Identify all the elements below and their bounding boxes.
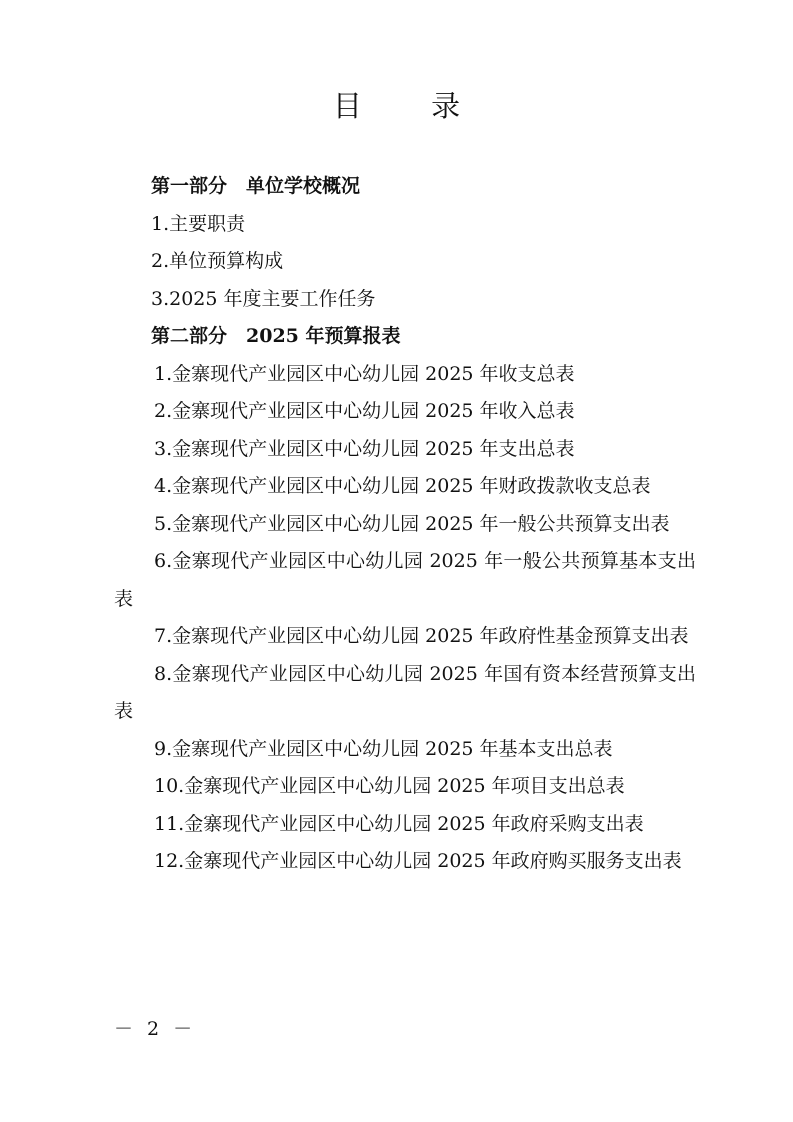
toc-section-heading-1: 第一部分 单位学校概况 bbox=[151, 175, 361, 197]
toc-item: 8.金寨现代产业园区中心幼儿园 2025 年国有资本经营预算支出表 bbox=[114, 662, 696, 722]
toc-item: 3.2025 年度主要工作任务 bbox=[151, 287, 376, 310]
toc-item: 7.金寨现代产业园区中心幼儿园 2025 年政府性基金预算支出表 bbox=[154, 625, 689, 647]
page-title: 目 录 bbox=[332, 89, 491, 123]
toc-section-heading-2: 第二部分 2025 年预算报表 bbox=[151, 325, 401, 347]
page-number: － 2 － bbox=[114, 1018, 197, 1040]
toc-item: 12.金寨现代产业园区中心幼儿园 2025 年政府购买服务支出表 bbox=[154, 850, 682, 872]
toc-item: 1.主要职责 bbox=[151, 212, 246, 235]
toc-item: 2.金寨现代产业园区中心幼儿园 2025 年收入总表 bbox=[154, 400, 575, 422]
toc-item: 1.金寨现代产业园区中心幼儿园 2025 年收支总表 bbox=[154, 362, 575, 385]
toc-item: 2.单位预算构成 bbox=[151, 250, 284, 272]
toc-item: 3.金寨现代产业园区中心幼儿园 2025 年支出总表 bbox=[154, 437, 575, 460]
toc-item: 11.金寨现代产业园区中心幼儿园 2025 年政府采购支出表 bbox=[154, 812, 644, 835]
toc-item: 10.金寨现代产业园区中心幼儿园 2025 年项目支出总表 bbox=[154, 775, 625, 797]
toc-item: 5.金寨现代产业园区中心幼儿园 2025 年一般公共预算支出表 bbox=[154, 512, 670, 535]
toc-item: 6.金寨现代产业园区中心幼儿园 2025 年一般公共预算基本支出表 bbox=[114, 550, 696, 610]
toc-item: 4.金寨现代产业园区中心幼儿园 2025 年财政拨款收支总表 bbox=[154, 475, 651, 497]
table-of-contents bbox=[114, 168, 696, 881]
toc-item: 9.金寨现代产业园区中心幼儿园 2025 年基本支出总表 bbox=[154, 737, 613, 760]
